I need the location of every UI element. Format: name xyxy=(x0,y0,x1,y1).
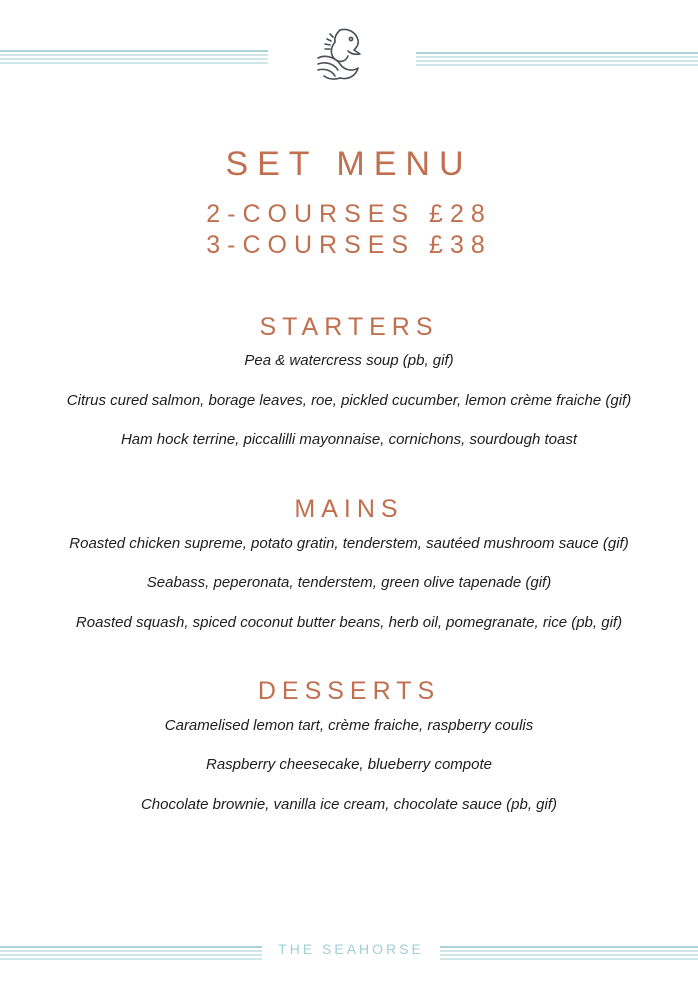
dessert-item: Raspberry cheesecake, blueberry compote xyxy=(206,756,492,773)
starter-item: Citrus cured salmon, borage leaves, roe, pickled cucumber, lemon crème fraiche (gif) xyxy=(66,392,632,409)
top-left-stripe-band xyxy=(0,50,268,66)
main-item: Roasted chicken supreme, potato gratin, tenderstem, sautéed mushroom sauce (gif) xyxy=(69,535,629,552)
desserts-heading: DESSERTS xyxy=(257,677,441,705)
price-two-courses: 2-COURSES £28 xyxy=(206,200,492,228)
starter-item: Pea & watercress soup (pb, gif) xyxy=(244,352,454,369)
price-three-courses: 3-COURSES £38 xyxy=(206,231,492,259)
starters-heading: STARTERS xyxy=(259,313,439,341)
starter-item: Ham hock terrine, piccalilli mayonnaise, cornichons, sourdough toast xyxy=(120,431,578,448)
bottom-right-stripe-band xyxy=(440,946,698,962)
dessert-item: Chocolate brownie, vanilla ice cream, chocolate sauce (pb, gif) xyxy=(140,796,558,813)
bottom-left-stripe-band xyxy=(0,946,262,962)
main-item: Seabass, peperonata, tenderstem, green olive tapenade (gif) xyxy=(146,574,552,591)
mains-heading: MAINS xyxy=(294,495,404,523)
page-title: SET MENU xyxy=(225,145,473,183)
seahorse-logo-icon xyxy=(310,24,372,86)
top-right-stripe-band xyxy=(416,52,698,68)
dessert-item: Caramelised lemon tart, crème fraiche, raspberry coulis xyxy=(164,717,534,734)
footer-brand: THE SEAHORSE xyxy=(278,941,424,957)
main-item: Roasted squash, spiced coconut butter beans, herb oil, pomegranate, rice (pb, gif) xyxy=(75,614,623,631)
